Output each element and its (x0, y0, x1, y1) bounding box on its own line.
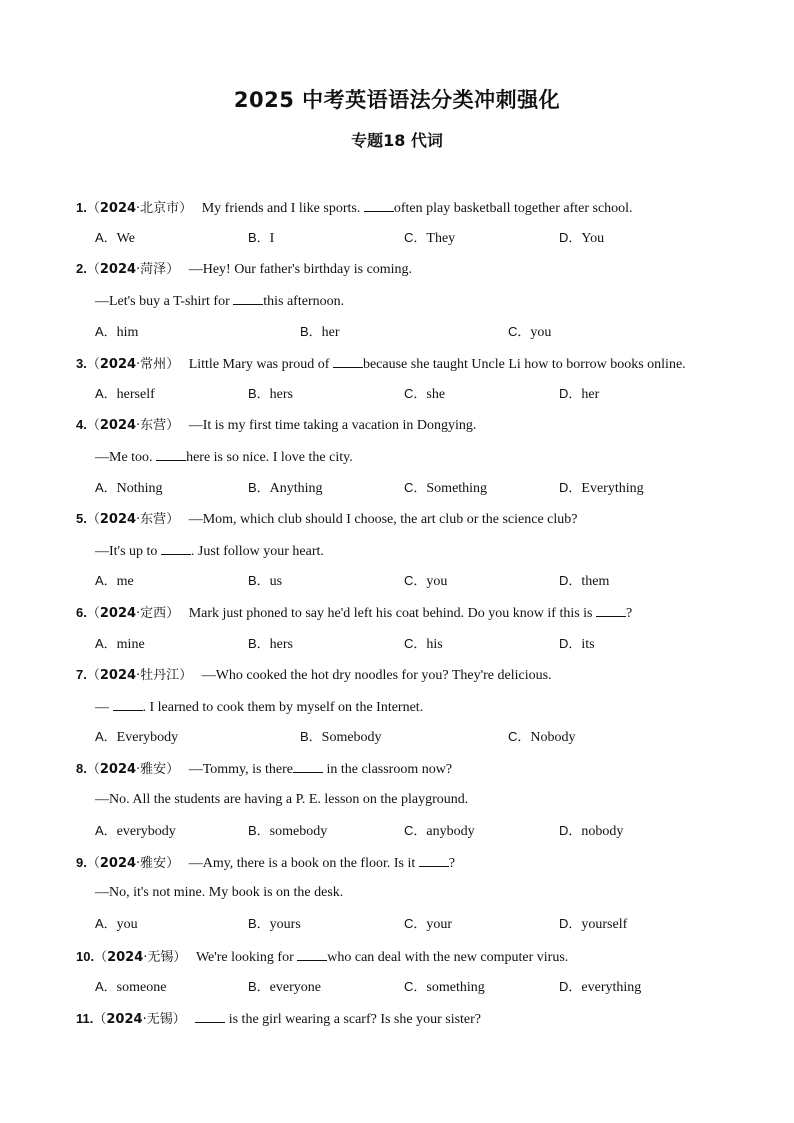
question-number: 5. (76, 511, 87, 526)
question-stem: —Tommy, is there (188, 762, 293, 777)
option-c: C．something (404, 979, 485, 995)
question-10 (76, 947, 568, 967)
question-stem: —Hey! Our father's birthday is coming. (188, 262, 413, 277)
question-4-line-2: —Me too. here is so nice. I love the city. (95, 447, 353, 467)
option-b: B．Anything (248, 480, 323, 496)
question-source: （2024·牡丹江） (86, 668, 193, 683)
question-number: 4. (76, 417, 87, 432)
question-source: （2024·东营） (86, 418, 180, 433)
question-source: （2024·定西） (86, 606, 180, 621)
option-a: A．herself (95, 386, 155, 402)
option-d: D．its (559, 636, 595, 652)
option-b: B．yours (248, 916, 301, 932)
option-b: B．somebody (248, 823, 328, 839)
document-title: 2025 中考英语语法分类冲刺强化 (233, 88, 561, 112)
answer-blank (161, 541, 191, 555)
question-8-line-2: —No. All the students are having a P. E. lesson on the playground. (95, 792, 469, 807)
option-c: C．his (404, 636, 443, 652)
question-number: 10. (76, 949, 95, 964)
question-stem: —It is my first time taking a vacation in Dongying. (188, 418, 477, 433)
question-number: 6. (76, 605, 87, 620)
question-source: （2024·北京市） (86, 201, 193, 216)
question-1 (76, 198, 633, 218)
option-b: B．hers (248, 636, 293, 652)
option-a: A．mine (95, 636, 145, 652)
question-source: （2024·菏泽） (86, 262, 180, 277)
option-c: C．They (404, 230, 456, 246)
question-11 (76, 1009, 481, 1029)
option-c: C．Nobody (508, 729, 576, 745)
question-7-line-2: — . I learned to cook them by myself on the Internet. (95, 697, 423, 717)
question-9-line-2: —No, it's not mine. My book is on the desk. (95, 885, 344, 900)
answer-blank (156, 447, 186, 461)
question-stem-rest: ? (448, 856, 455, 871)
option-b: B．us (248, 573, 283, 589)
document-subtitle: 专题18 代词 (351, 131, 443, 150)
answer-blank (596, 603, 626, 617)
question-stem-rest: because she taught Uncle Li how to borrow books online. (362, 357, 686, 372)
question-5-line-2: —It's up to . Just follow your heart. (95, 541, 324, 561)
option-c: C．you (508, 324, 552, 340)
question-2-line-2: —Let's buy a T-shirt for this afternoon. (95, 291, 344, 311)
answer-blank (293, 759, 323, 773)
question-stem-rest: ? (626, 606, 633, 621)
question-source: （2024·雅安） (86, 856, 180, 871)
answer-blank (113, 697, 143, 711)
question-source: （2024·常州） (86, 357, 180, 372)
question-stem: Mark just phoned to say he'd left his coat behind. Do you know if this is (188, 606, 593, 621)
question-6 (76, 603, 632, 623)
option-a: A．everybody (95, 823, 176, 839)
question-3 (76, 354, 686, 374)
question-number: 7. (76, 667, 87, 682)
option-c: C．anybody (404, 823, 475, 839)
question-source: （2024·东营） (86, 512, 180, 527)
question-number: 3. (76, 356, 87, 371)
answer-blank (419, 853, 449, 867)
question-number: 9. (76, 855, 87, 870)
option-d: D．everything (559, 979, 642, 995)
answer-blank (297, 947, 327, 961)
option-b: B．I (248, 230, 275, 246)
question-4 (76, 416, 476, 435)
question-stem-rest: often play basketball together after school. (393, 201, 633, 216)
option-c: C．Something (404, 480, 488, 496)
option-c: C．you (404, 573, 448, 589)
option-b: B．her (300, 324, 340, 340)
option-a: A．me (95, 573, 134, 589)
option-a: A．you (95, 916, 138, 932)
question-5 (76, 510, 577, 529)
question-source: （2024·雅安） (86, 762, 180, 777)
option-a: A．someone (95, 979, 167, 995)
option-d: D．You (559, 230, 605, 246)
option-a: A．Everybody (95, 729, 179, 745)
question-source: （2024·无锡） (93, 1012, 186, 1027)
option-d: D．nobody (559, 823, 624, 839)
option-b: B．hers (248, 386, 293, 402)
question-9 (76, 853, 455, 873)
option-a: A．Nothing (95, 480, 163, 496)
question-stem: —Amy, there is a book on the floor. Is it (188, 856, 416, 871)
option-d: D．them (559, 573, 610, 589)
answer-blank (333, 354, 363, 368)
question-stem-rest: in the classroom now? (326, 762, 453, 777)
option-d: D．yourself (559, 916, 628, 932)
option-a: A．him (95, 324, 139, 340)
question-stem: —Mom, which club should I choose, the art club or the science club? (188, 512, 578, 527)
answer-blank (233, 291, 263, 305)
question-stem: Little Mary was proud of (188, 357, 330, 372)
answer-blank (195, 1009, 225, 1023)
question-number: 1. (76, 200, 87, 215)
question-8 (76, 759, 452, 779)
option-d: D．Everything (559, 480, 644, 496)
question-number: 2. (76, 261, 87, 276)
question-stem: —Who cooked the hot dry noodles for you? They're delicious. (201, 668, 552, 683)
answer-blank (364, 198, 394, 212)
question-stem-rest: who can deal with the new computer virus. (327, 950, 569, 965)
question-source: （2024·无锡） (94, 950, 187, 965)
option-a: A．We (95, 230, 135, 246)
question-stem: My friends and I like sports. (201, 201, 361, 216)
question-2 (76, 260, 412, 279)
option-b: B．Somebody (300, 729, 382, 745)
option-c: C．your (404, 916, 453, 932)
question-number: 11. (76, 1011, 94, 1026)
question-stem: We're looking for (195, 950, 294, 965)
question-number: 8. (76, 761, 87, 776)
option-d: D．her (559, 386, 600, 402)
option-c: C．she (404, 386, 446, 402)
question-7 (76, 666, 552, 685)
question-stem-rest: is the girl wearing a scarf? Is she your sister? (228, 1012, 482, 1027)
option-b: B．everyone (248, 979, 321, 995)
